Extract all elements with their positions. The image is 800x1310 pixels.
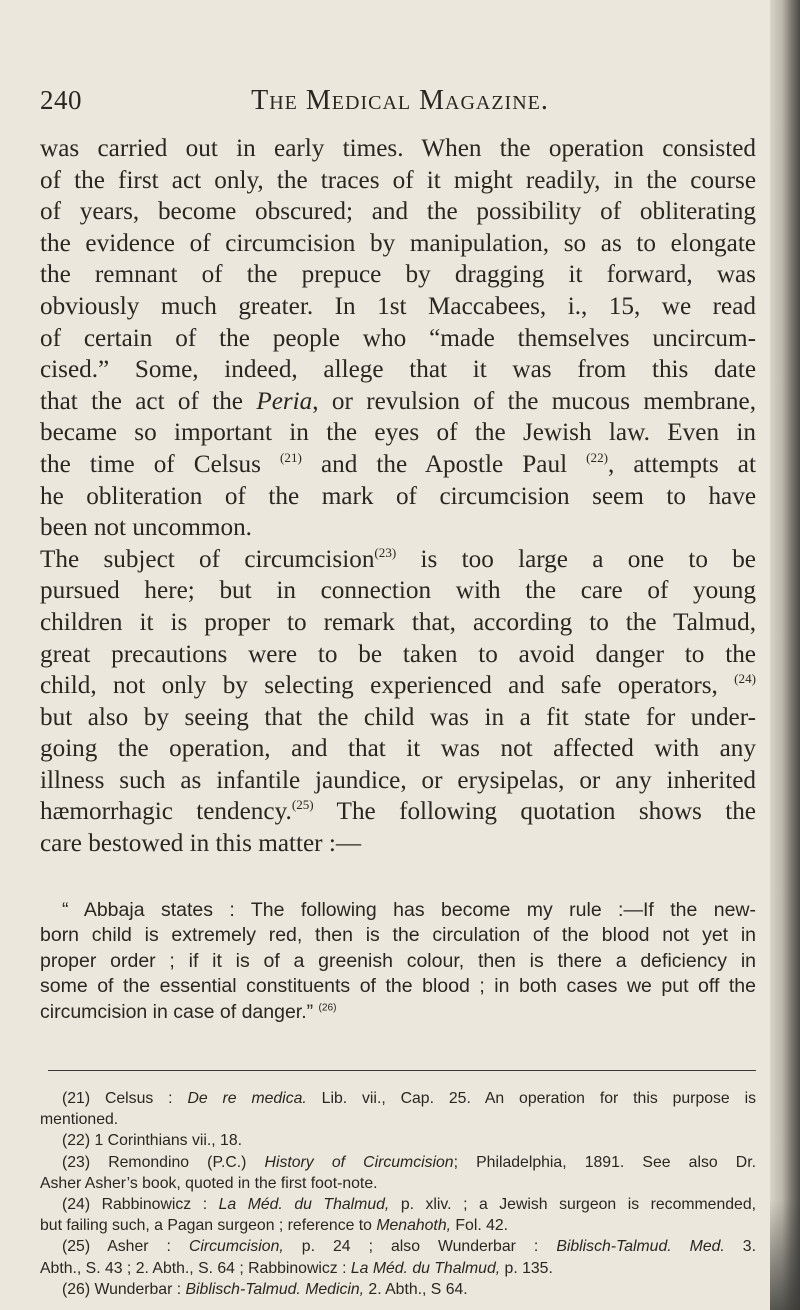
peria-term: Peria — [256, 387, 313, 415]
text-line — [40, 544, 756, 576]
text-run: Lib. vii., Cap. 25. An operation for this purpose is — [306, 1090, 756, 1107]
text-run: , or revulsion of the mucous membrane, — [312, 387, 756, 415]
citation-title: La Méd. du Thalmud, — [218, 1195, 390, 1213]
text-run: p. 24 ; also Wunderbar : — [283, 1238, 557, 1256]
text-run: ; Philadelphia, 1891. See also Dr. — [453, 1153, 756, 1171]
text-line: great precautions were to be taken to avoid danger to the — [40, 640, 756, 668]
footnote-ref-23: (23) — [374, 544, 397, 560]
page-header — [40, 85, 760, 125]
citation-title: Biblisch-Talmud. Med. — [556, 1238, 725, 1256]
text-line: of the first act only, the traces of it might readily, in the course — [40, 166, 756, 194]
text-line: obviously much greater. In 1st Maccabees, i., 15, we read — [40, 292, 756, 320]
text-line: of certain of the people who “made themselves uncircum- — [40, 324, 756, 352]
footnote-line — [40, 1258, 756, 1279]
footnote-22: (22) 1 Corinthians vii., 18. — [62, 1132, 242, 1150]
text-run: (26) Wunderbar : — [62, 1280, 186, 1298]
quote-line: some of the essential constituents of the blood ; in both cases we put off the — [40, 975, 756, 998]
footnote-ref-25: (25) — [291, 797, 314, 813]
text-run: (25) Asher : — [62, 1238, 189, 1256]
footnote-line: mentioned. — [40, 1111, 119, 1129]
footnotes — [40, 1088, 756, 1300]
footnote-line: Asher Asher’s book, quoted in the first foot-note. — [40, 1174, 378, 1192]
footnote-line — [40, 1215, 756, 1236]
talmud-quotation — [40, 898, 756, 1025]
text-line: going the operation, and that it was not affected with any — [40, 735, 756, 763]
footnote-24 — [40, 1194, 756, 1215]
footnote-ref-26: (26) — [318, 1001, 337, 1013]
text-line: was carried out in early times. When the operation consisted — [40, 135, 756, 162]
text-line: he obliteration of the mark of circumcision seem to have — [40, 482, 756, 510]
citation-title: Circumcision, — [188, 1238, 284, 1256]
text-line: of years, become obscured; and the possibility of obliterating — [40, 198, 756, 226]
citation-title: History of Circumcision — [264, 1153, 454, 1171]
page-edge — [770, 0, 800, 1310]
footnote-ref-24: (24) — [734, 671, 756, 687]
text-run: but failing such, a Pagan surgeon ; reference to — [40, 1217, 377, 1235]
text-run: and the Apostle Paul — [301, 450, 587, 478]
quote-line — [40, 1000, 756, 1025]
text-line — [40, 386, 756, 418]
text-run: 2. Abth., S 64. — [364, 1280, 468, 1298]
citation-title: Biblisch-Talmud. Medicin, — [185, 1280, 365, 1298]
text-line: became so important in the eyes of the Jewish law. Even in — [40, 419, 756, 447]
body-text — [40, 133, 756, 860]
footnote-25 — [40, 1236, 756, 1257]
citation-title: La Méd. du Thalmud, — [350, 1259, 501, 1277]
text-line: care bestowed in this matter :— — [40, 830, 362, 858]
text-line: but also by seeing that the child was in a fit state for under- — [40, 703, 756, 731]
text-line: illness such as infantile jaundice, or erysipelas, or any inherited — [40, 766, 756, 794]
citation-title: Menahoth, — [376, 1217, 451, 1235]
footnote-ref-22: (22) — [586, 450, 608, 466]
footnote-23 — [40, 1152, 756, 1173]
text-run: (23) Remondino (P.C.) — [62, 1153, 265, 1171]
text-line — [40, 449, 756, 481]
text-line: the evidence of circumcision by manipulation, so as to elongate — [40, 229, 756, 257]
running-title: The Medical Magazine. — [251, 85, 549, 116]
text-line: cised.” Some, indeed, allege that it was from this date — [40, 356, 756, 384]
text-line: children it is proper to remark that, according to the Talmud, — [40, 608, 756, 636]
text-line: been not uncommon. — [40, 514, 252, 542]
text-run: , attempts at — [608, 450, 756, 478]
text-run: that the act of the — [40, 387, 257, 415]
footnote-ref-21: (21) — [280, 450, 302, 466]
text-run: Abth., S. 43 ; 2. Abth., S. 64 ; Rabbinowicz : — [40, 1259, 351, 1277]
text-run: 3. — [724, 1238, 756, 1256]
footnote-26 — [40, 1279, 756, 1300]
text-line: the remnant of the prepuce by dragging it forward, was — [40, 261, 756, 289]
text-run: Fol. 42. — [451, 1217, 509, 1235]
text-run: hæmorrhagic tendency. — [40, 798, 292, 826]
text-run: p. xliv. ; a Jewish surgeon is recommended, — [389, 1195, 756, 1213]
text-run: circumcision in case of danger.” — [40, 1000, 319, 1023]
text-run: is too large a one to be — [396, 545, 756, 573]
page-edge-shadow — [770, 1200, 800, 1310]
text-run: (24) Rabbinowicz : — [62, 1195, 219, 1213]
citation-title: De re medica. — [187, 1090, 307, 1107]
text-line — [40, 670, 756, 702]
text-run: the time of Celsus — [40, 450, 281, 478]
quote-line: proper order ; if it is of a greenish colour, then is there a deficiency in — [40, 949, 756, 972]
quote-line: “ Abbaja states : The following has become my rule :—If the new- — [62, 899, 756, 921]
text-line: pursued here; but in connection with the care of young — [40, 577, 756, 605]
text-run: The subject of circumcision — [40, 545, 375, 573]
text-run: p. 135. — [500, 1259, 553, 1277]
page-number: 240 — [40, 85, 82, 115]
text-line — [40, 796, 756, 828]
text-run: child, not only by selecting experienced and safe operators, — [40, 672, 735, 700]
quote-line: born child is extremely red, then is the circulation of the blood not yet in — [40, 924, 756, 947]
text-run: The following quotation shows the — [313, 798, 756, 826]
footnote-divider — [48, 1070, 756, 1071]
footnote-21 — [40, 1088, 756, 1109]
text-run: (21) Celsus : — [62, 1090, 188, 1107]
